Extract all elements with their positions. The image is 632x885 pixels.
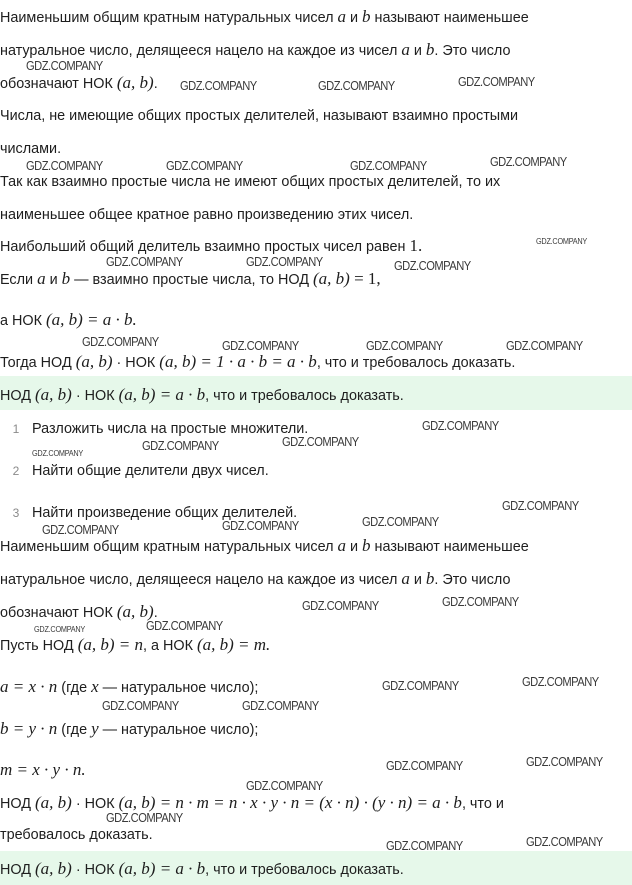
watermark: GDZ.COMPANY — [42, 522, 119, 537]
watermark: GDZ.COMPANY — [26, 158, 103, 173]
watermark: GDZ.COMPANY — [282, 434, 359, 449]
coprime-lcm-line-1: Так как взаимно простые числа не имеют общих простых делителей, то их — [0, 174, 501, 190]
coprime-definition-line-1: Числа, не имеющие общих простых делителей, называют взаимно простыми — [0, 108, 519, 124]
watermark: GDZ.COMPANY — [180, 78, 257, 93]
watermark: GDZ.COMPANY — [386, 838, 463, 853]
watermark: GDZ.COMPANY — [502, 498, 579, 513]
lcm-definition-line-2: натуральное число, делящееся нацело на каждое из чисел a и b. Это число — [0, 40, 511, 59]
watermark: GDZ.COMPANY — [442, 594, 519, 609]
watermark: GDZ.COMPANY — [106, 254, 183, 269]
result-line-1: НОД (a, b) · НОК (a, b) = a · b, что и требовалось доказать. — [0, 385, 404, 404]
step-number: 3 — [12, 506, 20, 520]
watermark: GDZ.COMPANY — [366, 338, 443, 353]
watermark: GDZ.COMPANY — [106, 810, 183, 825]
derivation-line-1: Если a и b — взаимно простые числа, то НОД (a, b) = 1, — [0, 269, 381, 288]
watermark: GDZ.COMPANY — [82, 334, 159, 349]
proof-let-line: Пусть НОД (a, b) = n, а НОК (a, b) = m. — [0, 635, 271, 654]
watermark: GDZ.COMPANY — [362, 514, 439, 529]
coprime-definition-line-2: числами. — [0, 141, 62, 157]
lcm-definition-line-3: обозначают НОК (a, b). — [0, 73, 158, 92]
step-item-1 — [0, 420, 632, 438]
watermark: GDZ.COMPANY — [166, 158, 243, 173]
watermark: GDZ.COMPANY — [246, 254, 323, 269]
watermark: GDZ.COMPANY — [490, 154, 567, 169]
watermark: GDZ.COMPANY — [242, 698, 319, 713]
watermark: GDZ.COMPANY — [350, 158, 427, 173]
watermark: GDZ.COMPANY — [526, 754, 603, 769]
watermark: GDZ.COMPANY — [526, 834, 603, 849]
watermark: GDZ.COMPANY — [536, 236, 588, 246]
watermark: GDZ.COMPANY — [506, 338, 583, 353]
watermark: GDZ.COMPANY — [32, 448, 84, 458]
step-label: Найти общие делители двух чисел. — [32, 463, 269, 479]
result-line-2: НОД (a, b) · НОК (a, b) = a · b, что и требовалось доказать. — [0, 859, 404, 878]
watermark: GDZ.COMPANY — [458, 74, 535, 89]
coprime-lcm-line-2: наименьшее общее кратное равно произведению этих чисел. — [0, 207, 414, 223]
derivation-line-2: а НОК (a, b) = a · b. — [0, 310, 137, 329]
lcm-definition-repeat-line-2: натуральное число, делящееся нацело на каждое из чисел a и b. Это число — [0, 569, 511, 588]
watermark: GDZ.COMPANY — [386, 758, 463, 773]
watermark: GDZ.COMPANY — [522, 674, 599, 689]
watermark: GDZ.COMPANY — [382, 678, 459, 693]
step-number: 2 — [12, 464, 20, 478]
watermark: GDZ.COMPANY — [34, 624, 86, 634]
watermark: GDZ.COMPANY — [422, 418, 499, 433]
proof-m-line: m = x · y · n. — [0, 760, 86, 779]
step-item-3 — [0, 504, 632, 522]
step-label: Разложить числа на простые множители. — [32, 421, 309, 437]
watermark: GDZ.COMPANY — [26, 58, 103, 73]
proof-a-line: a = x · n (где x — натуральное число); — [0, 677, 259, 696]
watermark: GDZ.COMPANY — [222, 338, 299, 353]
watermark: GDZ.COMPANY — [146, 618, 223, 633]
proof-b-line: b = y · n (где y — натуральное число); — [0, 719, 259, 738]
coprime-gcd-line: Наибольший общий делитель взаимно простых чисел равен 1. — [0, 236, 423, 255]
derivation-line-3: Тогда НОД (a, b) · НОК (a, b) = 1 · a · b = a · b, что и требовалось доказать. — [0, 352, 516, 371]
lcm-definition-repeat-line-3: обозначают НОК (a, b). — [0, 602, 158, 621]
watermark: GDZ.COMPANY — [102, 698, 179, 713]
watermark: GDZ.COMPANY — [394, 258, 471, 273]
watermark: GDZ.COMPANY — [302, 598, 379, 613]
proof-conclusion-line-2: требовалось доказать. — [0, 827, 153, 843]
step-label: Найти произведение общих делителей. — [32, 505, 298, 521]
proof-conclusion-line-1: НОД (a, b) · НОК (a, b) = n · m = n · x · y · n = (x · n) · (y · n) = a · b, что и — [0, 793, 504, 812]
watermark: GDZ.COMPANY — [222, 518, 299, 533]
watermark: GDZ.COMPANY — [142, 438, 219, 453]
lcm-definition-line-1: Наименьшим общим кратным натуральных чисел a и b называют наименьшее — [0, 7, 529, 26]
watermark: GDZ.COMPANY — [318, 78, 395, 93]
lcm-definition-repeat-line-1: Наименьшим общим кратным натуральных чисел a и b называют наименьшее — [0, 536, 529, 555]
step-item-2 — [0, 462, 632, 480]
watermark: GDZ.COMPANY — [246, 778, 323, 793]
step-number: 1 — [12, 422, 20, 436]
